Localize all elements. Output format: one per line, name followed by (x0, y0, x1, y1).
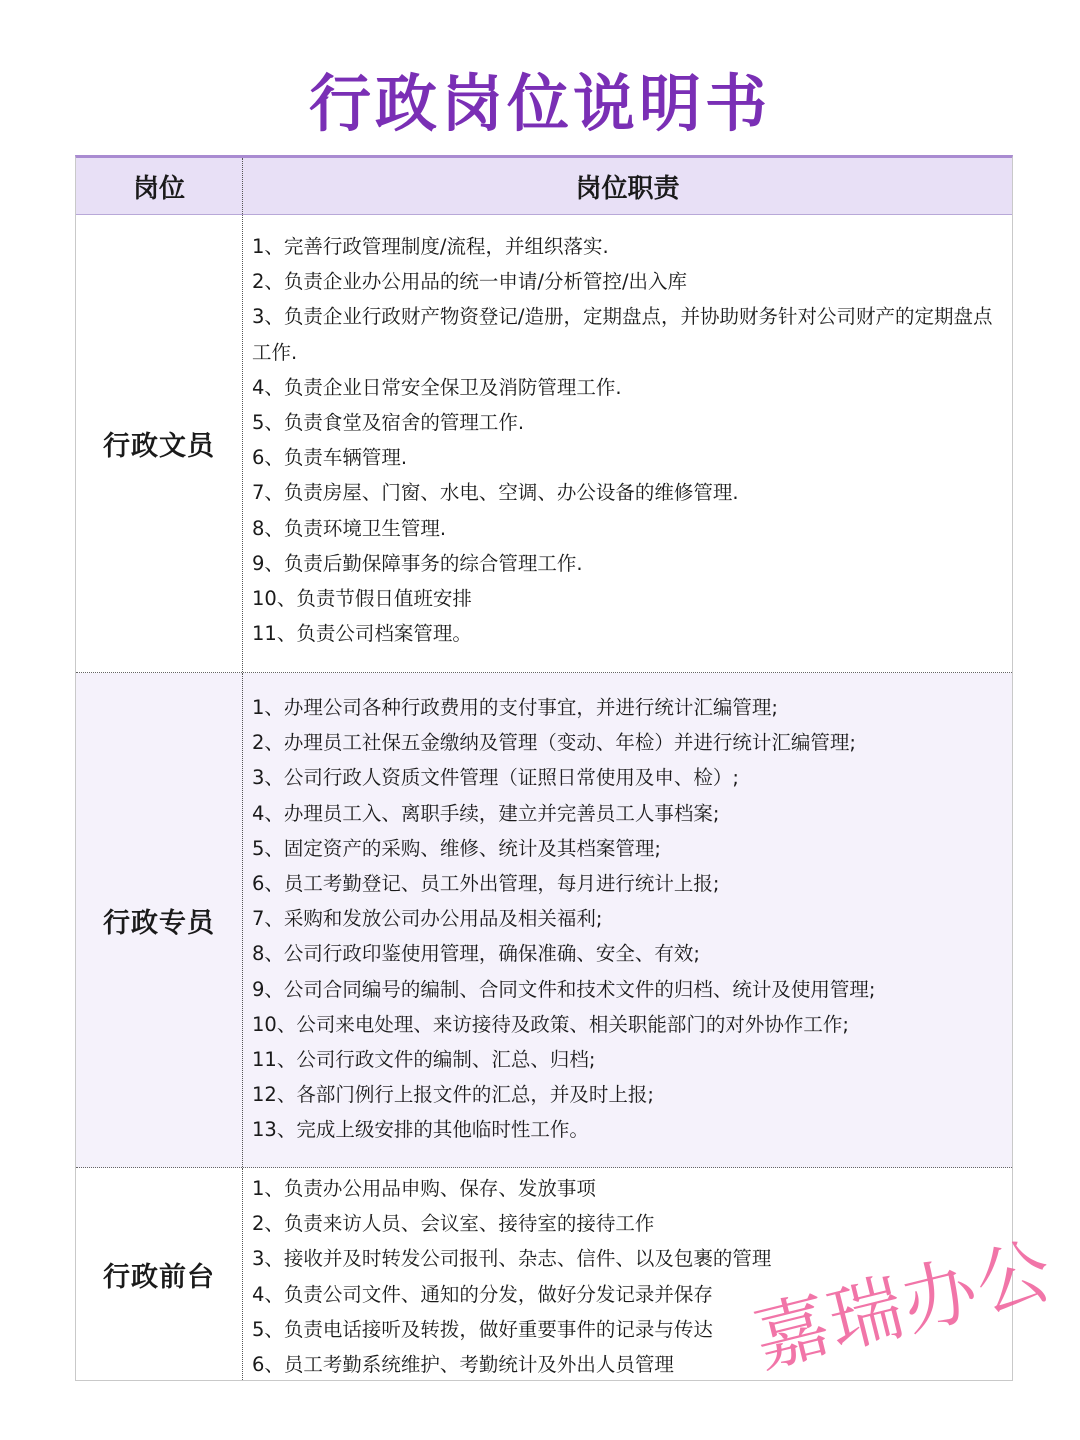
table-header (76, 158, 1012, 215)
duty-item: 2、负责企业办公用品的统一申请/分析管控/出入库 (252, 270, 688, 294)
position-label: 行政专员 (103, 907, 215, 939)
position-label: 行政文员 (103, 431, 215, 462)
duty-item: 13、完成上级安排的其他临时性工作。 (252, 1118, 589, 1142)
watermark: 嘉瑞办公 (745, 1226, 1062, 1384)
duty-item: 4、负责公司文件、通知的分发，做好分发记录并保存 (252, 1282, 713, 1306)
duty-item: 6、员工考勤登记、员工外出管理，每月进行统计上报; (252, 872, 720, 896)
header-position: 岗位 (76, 158, 243, 214)
duty-item: 4、负责企业日常安全保卫及消防管理工作. (252, 375, 622, 399)
duty-item: 5、负责食堂及宿舍的管理工作. (252, 411, 525, 435)
duty-item: 10、负责节假日值班安排 (252, 587, 472, 611)
duty-list (243, 673, 1012, 1148)
duty-item: 6、员工考勤系统维护、考勤统计及外出人员管理 (252, 1353, 674, 1377)
duty-item: 7、采购和发放公司办公用品及相关福利; (252, 907, 603, 931)
duty-item: 6、负责车辆管理. (252, 446, 408, 470)
duty-item: 11、公司行政文件的编制、汇总、归档; (252, 1048, 596, 1072)
duty-item: 2、负责来访人员、会议室、接待室的接待工作 (252, 1212, 655, 1236)
duty-item: 3、公司行政人资质文件管理（证照日常使用及申、检）; (252, 766, 739, 790)
duty-list (243, 1168, 1012, 1382)
duty-item: 2、办理员工社保五金缴纳及管理（变动、年检）并进行统计汇编管理; (252, 731, 856, 755)
duty-item: 9、公司合同编号的编制、合同文件和技术文件的归档、统计及使用管理; (252, 977, 876, 1001)
duty-item: 1、完善行政管理制度/流程，并组织落实. (252, 235, 609, 258)
duty-item: 8、负责环境卫生管理. (252, 516, 447, 540)
position-label: 行政前台 (103, 1261, 215, 1293)
table-row (76, 215, 1012, 673)
duty-item: 1、办理公司各种行政费用的支付事宜，并进行统计汇编管理; (252, 696, 778, 719)
duty-item: 5、负责电话接听及转拨，做好重要事件的记录与传达 (252, 1317, 713, 1341)
duty-item: 1、负责办公用品申购、保存、发放事项 (252, 1177, 596, 1200)
duty-item: 3、接收并及时转发公司报刊、杂志、信件、以及包裹的管理 (252, 1247, 772, 1271)
duty-item: 12、各部门例行上报文件的汇总，并及时上报; (252, 1083, 654, 1107)
table-row (76, 673, 1012, 1168)
duty-table (75, 155, 1013, 1381)
duty-item: 9、负责后勤保障事务的综合管理工作. (252, 551, 583, 575)
table-row (76, 1168, 1012, 1380)
duty-item: 5、固定资产的采购、维修、统计及其档案管理; (252, 836, 661, 860)
duty-item: 7、负责房屋、门窗、水电、空调、办公设备的维修管理. (252, 481, 739, 505)
duty-item: 8、公司行政印鉴使用管理，确保准确、安全、有效; (252, 942, 700, 966)
header-duties: 岗位职责 (575, 173, 680, 204)
duty-item: 10、公司来电处理、来访接待及政策、相关职能部门的对外协作工作; (252, 1012, 849, 1036)
duty-item: 3、负责企业行政财产物资登记/造册，定期盘点，并协助财务针对公司财产的定期盘点工作. (252, 305, 993, 364)
duty-list (243, 215, 1012, 651)
page-title: 行政岗位说明书 (308, 67, 771, 140)
duty-item: 11、负责公司档案管理。 (252, 622, 472, 646)
duty-item: 4、办理员工入、离职手续，建立并完善员工人事档案; (252, 801, 720, 825)
